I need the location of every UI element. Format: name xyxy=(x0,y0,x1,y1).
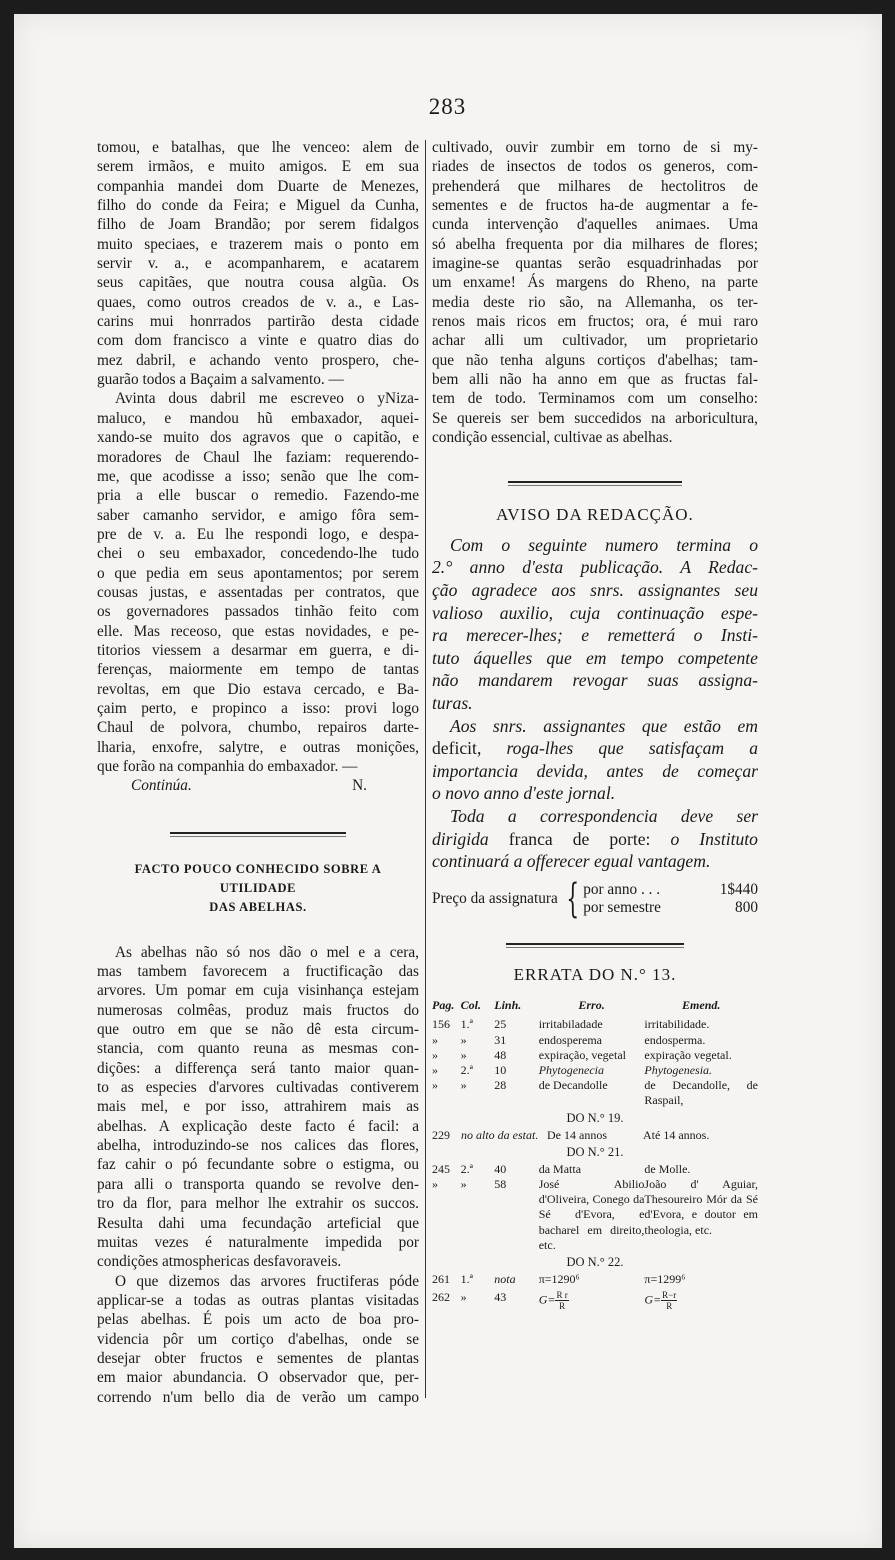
table-row xyxy=(432,1078,758,1108)
text-line: condição essencial, cultivae as abelhas. xyxy=(432,429,673,447)
text-line: o que pedia em seus apontamentos; por serem xyxy=(97,564,419,582)
text-line: saber camanho servidor, e amigo fôra sem- xyxy=(97,506,419,524)
text-line: mais mel, e por isso, attrahirem mais as xyxy=(97,1098,419,1116)
text-line: turas. xyxy=(432,693,473,713)
table-cell: » xyxy=(432,1032,438,1047)
table-cell: 58 xyxy=(494,1176,507,1191)
text-line: Com o seguinte numero termina o xyxy=(450,534,758,555)
section-divider xyxy=(170,832,346,834)
table-cell: 2.ª xyxy=(460,1161,473,1176)
text-line: mas tambem favorecem a fructificação das xyxy=(97,963,419,981)
text-line: xando-se muito dos agravos que o capitão, e xyxy=(97,429,419,447)
text-line: maluco, e mandou hũ embaxador, aquei- xyxy=(97,409,419,427)
text-line: Resulta dahi uma fecundação arteficial que xyxy=(97,1214,419,1232)
price-label: Preço da assignatura xyxy=(432,890,558,908)
aviso-block xyxy=(432,534,758,873)
text-line: renos mais ricos em fructos; ora, é mui raro xyxy=(432,313,758,331)
text-line: cultivado, ouvir zumbir em torno de si my- xyxy=(432,139,758,156)
table-row xyxy=(432,1033,758,1048)
page-number: 283 xyxy=(428,94,467,119)
text-line: numerosas colmêas, produz mais fructos do xyxy=(97,1001,419,1019)
table-cell: 2.ª xyxy=(460,1062,473,1077)
table-cell: de Molle. xyxy=(644,1161,691,1176)
table-cell: Phytogenecia xyxy=(538,1062,605,1077)
table-cell: 40 xyxy=(494,1161,507,1176)
text-line: titorios viessem a desarmar em guerra, e di- xyxy=(97,641,419,659)
text-line: revoltas, em que Dio estava cercado, e Ba- xyxy=(97,680,419,698)
text-line: que forão na companhia do embaxador. — xyxy=(97,758,358,775)
text-line: tuto áquelles que em tempo competente xyxy=(432,647,758,668)
table-cell: » xyxy=(460,1032,467,1047)
text-line: carins mui honrrados partirão desta cidade xyxy=(97,313,419,331)
table-cell: » xyxy=(432,1047,438,1062)
aviso-divider xyxy=(508,481,682,483)
signature-line xyxy=(97,776,419,795)
text-line: sementes e de fructos ha-de augmentar a fe- xyxy=(432,197,758,215)
text-line: Chaul de polvora, chumbo, repairos darte- xyxy=(97,719,419,737)
text-line: elle. Mas receoso, que estas novidades, e pe- xyxy=(97,622,419,640)
table-cell: João d' Aguiar, Thesoureiro Mór da Sé d'Evora, e doutor em theologia, etc. xyxy=(644,1176,759,1237)
table-row xyxy=(432,1063,758,1078)
text-line: pria a elle buscar o remedio. Fazendo-me xyxy=(97,487,419,505)
text-line: moradores de Chaul lhe faziam: requerendo- xyxy=(97,448,419,466)
table-cell: irritabilidade. xyxy=(644,1017,710,1032)
text-line: chei o seu embaxador, concedendo-lhe tudo xyxy=(97,545,419,563)
text-line: faz cahir o pó fecundante sobre o estigma, ou xyxy=(97,1156,419,1174)
continua-label: Continúa. xyxy=(131,777,192,795)
text-line: çaim perto, e propinco a isso: provi logo xyxy=(97,699,419,717)
text-line: não mandarem revogar suas assigna- xyxy=(432,670,758,691)
text-line: cunda intervenção d'aquelles animaes. Uma xyxy=(432,216,758,234)
text-line: arvores. Um pomar em cuja visinhança estejam xyxy=(97,982,419,1000)
table-cell: expiração vegetal. xyxy=(644,1047,732,1062)
paragraph-cultivado xyxy=(432,138,758,448)
table-cell: 1.ª xyxy=(460,1017,473,1032)
table-cell: de Decandolle, de Raspail, xyxy=(644,1078,759,1108)
text-line: quaes, como outros creados de v. a., e Las- xyxy=(97,293,419,311)
text-line: muito speciaes, e trazerem mais o ponto em xyxy=(97,235,419,253)
table-cell: » xyxy=(432,1176,438,1191)
text-line: um enxame! Ás margens do Rheno, na parte xyxy=(432,274,758,292)
text-line: condições atmosphericas desfavoraveis. xyxy=(97,1253,342,1271)
table-row: 262 » 43 G= $\frac{\text{R r}}{R}$ G= $\frac{R-r}{R}$ xyxy=(432,1290,758,1311)
text-line: me, que acodisse a isso; senão que lhe com- xyxy=(97,467,419,485)
text-line: pelas abelhas. É pois um acto de boa pro- xyxy=(97,1311,419,1329)
errata-title: ERRATA DO N.° 13. xyxy=(513,964,677,984)
right-column xyxy=(432,138,758,1311)
formula-wrong: G= $\frac{\text{R r}}{R}$ xyxy=(538,1290,568,1312)
table-cell: » xyxy=(460,1078,467,1093)
text-line: dições: a differença será tanto maior quan- xyxy=(97,1059,419,1077)
aviso-paragraph-2: Aos snrs. assignantes que estão em deficit, roga-lhes que satisfaçam a importancia devida, antes de começar o novo anno d'este jornal. xyxy=(432,715,758,804)
text-line: servir v. a., e acompanharem, e acatarem xyxy=(97,255,419,273)
price-row-semester: por semestre 800 xyxy=(583,898,758,916)
text-line: As abelhas não só nos dão o mel e a cera, xyxy=(115,943,419,961)
table-cell: » xyxy=(460,1047,467,1062)
text-line: media deste rio são, na Allemanha, os ter- xyxy=(432,293,758,311)
text-line: guarão todos a Baçaim a salvamento. — xyxy=(97,371,344,389)
text-line: stancia, com quanto reuna as mesmas con- xyxy=(97,1040,419,1058)
text-line: Avinta dous dabril me escreveo o yNiza- xyxy=(115,390,419,408)
table-cell: irritabiladade xyxy=(538,1017,603,1032)
subscription-price xyxy=(432,875,758,922)
table-cell: 10 xyxy=(494,1062,507,1077)
text-line: só abelha frequenta por dia milhares de flores; xyxy=(432,235,758,253)
table-cell: Phytogenesia. xyxy=(644,1062,713,1077)
formula-right: G= $\frac{R-r}{R}$ xyxy=(644,1290,677,1312)
text-line: tem de todo. Terminamos com um conselho: xyxy=(432,390,758,408)
text-line: to as especies d'arvores cultivadas contiverem xyxy=(97,1079,419,1097)
text-line: cousas justas, e assentadas per contratos, que xyxy=(97,583,419,601)
table-cell: » xyxy=(432,1062,438,1077)
errata-n19-title: DO N.° 19. xyxy=(566,1110,624,1125)
table-cell: 48 xyxy=(494,1047,507,1062)
table-row xyxy=(432,1162,758,1177)
table-row xyxy=(432,1017,758,1032)
text-line: em maior abundancia. O observador que, per- xyxy=(97,1369,419,1387)
table-cell: 25 xyxy=(494,1017,507,1032)
errata-divider xyxy=(506,943,684,945)
text-line: Se quereis ser bem succedidos na arboricultura, xyxy=(432,409,758,427)
text-line: mez dabril, e achando vento prospero, che- xyxy=(97,351,419,369)
paragraph-nizamaluco xyxy=(97,389,419,776)
table-cell: 156 xyxy=(432,1017,450,1032)
text-line: ção agradece aos snrs. assignantes seu xyxy=(432,580,758,601)
text-line: companhia mandei dom Duarte de Menezes, xyxy=(97,177,419,195)
errata-n21-title: DO N.° 21. xyxy=(566,1144,624,1159)
errata-n21-rows xyxy=(432,1162,758,1253)
table-cell: de Decandolle xyxy=(538,1078,608,1093)
text-line: abelha, introduzindo-se nos calices das flores, xyxy=(97,1137,419,1155)
left-column xyxy=(97,138,419,1407)
table-cell: José Abilio d'Oliveira, Conego da Sé d'Evora, e bacharel em direito, etc. xyxy=(538,1176,645,1252)
text-line: riades de insectos de todos os generos, com- xyxy=(432,158,758,176)
table-cell: expiração, vegetal xyxy=(538,1047,626,1062)
table-row xyxy=(432,1177,758,1253)
text-line: imagine-se quantas serão esquadrinhadas por xyxy=(432,255,758,273)
table-row: 229 no alto da estat. De 14 annos Até 14 annos. xyxy=(432,1127,710,1142)
text-line: achar alli um cultivador, um proprietario xyxy=(432,332,758,350)
text-line: os governadores passados tinhão feito com xyxy=(97,603,419,621)
errata-header-row: Pag. Col. Linh. Erro. Emend. xyxy=(432,998,721,1013)
text-line: tomou, e batalhas, que lhe venceo: alem de xyxy=(97,139,419,156)
text-line: muitas vezes é naturalmente impedida por xyxy=(97,1233,419,1251)
text-line: para alli o transporta quando se revolve den- xyxy=(97,1175,419,1193)
table-cell: 245 xyxy=(432,1161,450,1176)
text-line: que não tenha alguns cortiços d'abelhas; tam- xyxy=(432,351,758,369)
text-line: abelhas. A explicação deste facto é facil: a xyxy=(97,1117,419,1135)
errata-n22-title: DO N.° 22. xyxy=(566,1254,624,1269)
text-line: que outro em que se não dê esta circum- xyxy=(97,1021,419,1039)
text-line: lharia, enxofre, salytre, e outras monições, xyxy=(97,738,419,756)
text-line: applicar-se a todas as outras plantas visitadas xyxy=(97,1291,419,1309)
errata-n13-rows xyxy=(432,1017,758,1108)
table-cell: endosperema xyxy=(538,1032,603,1047)
text-line: 2.° anno d'esta publicação. A Redac- xyxy=(432,557,758,578)
aviso-paragraph-3: Toda a correspondencia deve ser dirigida franca de porte: o Instituto continuará a offerecer egual vantagem. xyxy=(432,805,758,872)
text-line: correndo n'um bello dia de verão um campo xyxy=(97,1388,419,1406)
text-line: O que dizemos das arvores fructiferas póde xyxy=(115,1272,419,1290)
text-line: bem alli não ha anno em que as fructas fal- xyxy=(432,371,758,389)
errata-table xyxy=(432,998,758,1311)
paragraph-arvores xyxy=(97,1272,419,1407)
text-line: ra merecer-lhes; e remetterá o Insti- xyxy=(432,625,758,646)
table-cell: 28 xyxy=(494,1078,507,1093)
text-line: filho de Joam Brandão; por serem fidalgos xyxy=(97,216,419,234)
paragraph-abelhas xyxy=(97,943,419,1272)
table-cell: » xyxy=(460,1176,467,1191)
price-row-annual: por anno . . . 1$440 xyxy=(583,880,758,898)
text-line: pre de v. a. Eu lhe respondi logo, e despa- xyxy=(97,525,419,543)
text-line: desejar obter fructos e sementes de plantas xyxy=(97,1349,419,1367)
text-line: prehenderá que milhares de hectolitros de xyxy=(432,177,758,195)
table-row xyxy=(432,1048,758,1063)
table-cell: » xyxy=(432,1078,438,1093)
table-row: 261 1.ª nota π=1290⁶ π=1299⁶ xyxy=(432,1271,686,1286)
author-initial: N. xyxy=(352,777,367,795)
text-line: serem irmãos, e muito amigos. E em sua xyxy=(97,158,419,176)
text-line: seus capitães, que noutra cousa algũa. Os xyxy=(97,274,419,292)
table-cell: endosperma. xyxy=(644,1032,706,1047)
aviso-title: AVISO DA REDACÇÃO. xyxy=(496,504,694,524)
text-line: filho do conde da Feira; e Miguel da Cunha, xyxy=(97,197,419,215)
brace-glyph: { xyxy=(566,875,579,922)
table-cell: 31 xyxy=(494,1032,507,1047)
table-cell: da Matta xyxy=(538,1161,582,1176)
text-line: tro da flor, para melhor lhe extrahir os succos. xyxy=(97,1195,419,1213)
section-title: FACTO POUCO CONHECIDO SOBRE A UTILIDADE DAS ABELHAS. xyxy=(134,861,382,914)
aviso-paragraph-1 xyxy=(432,534,758,715)
paragraph-continuation xyxy=(97,138,419,389)
text-line: videncia pôr um cortiço d'abelhas, onde se xyxy=(97,1330,419,1348)
text-line: com dom francisco a vinte e quatro dias do xyxy=(97,332,419,350)
text-line: valioso auxilio, cuja continuação espe- xyxy=(432,602,758,623)
text-line: ferenças, maiormente em tempo de tantas xyxy=(97,661,419,679)
column-divider xyxy=(425,140,426,1398)
